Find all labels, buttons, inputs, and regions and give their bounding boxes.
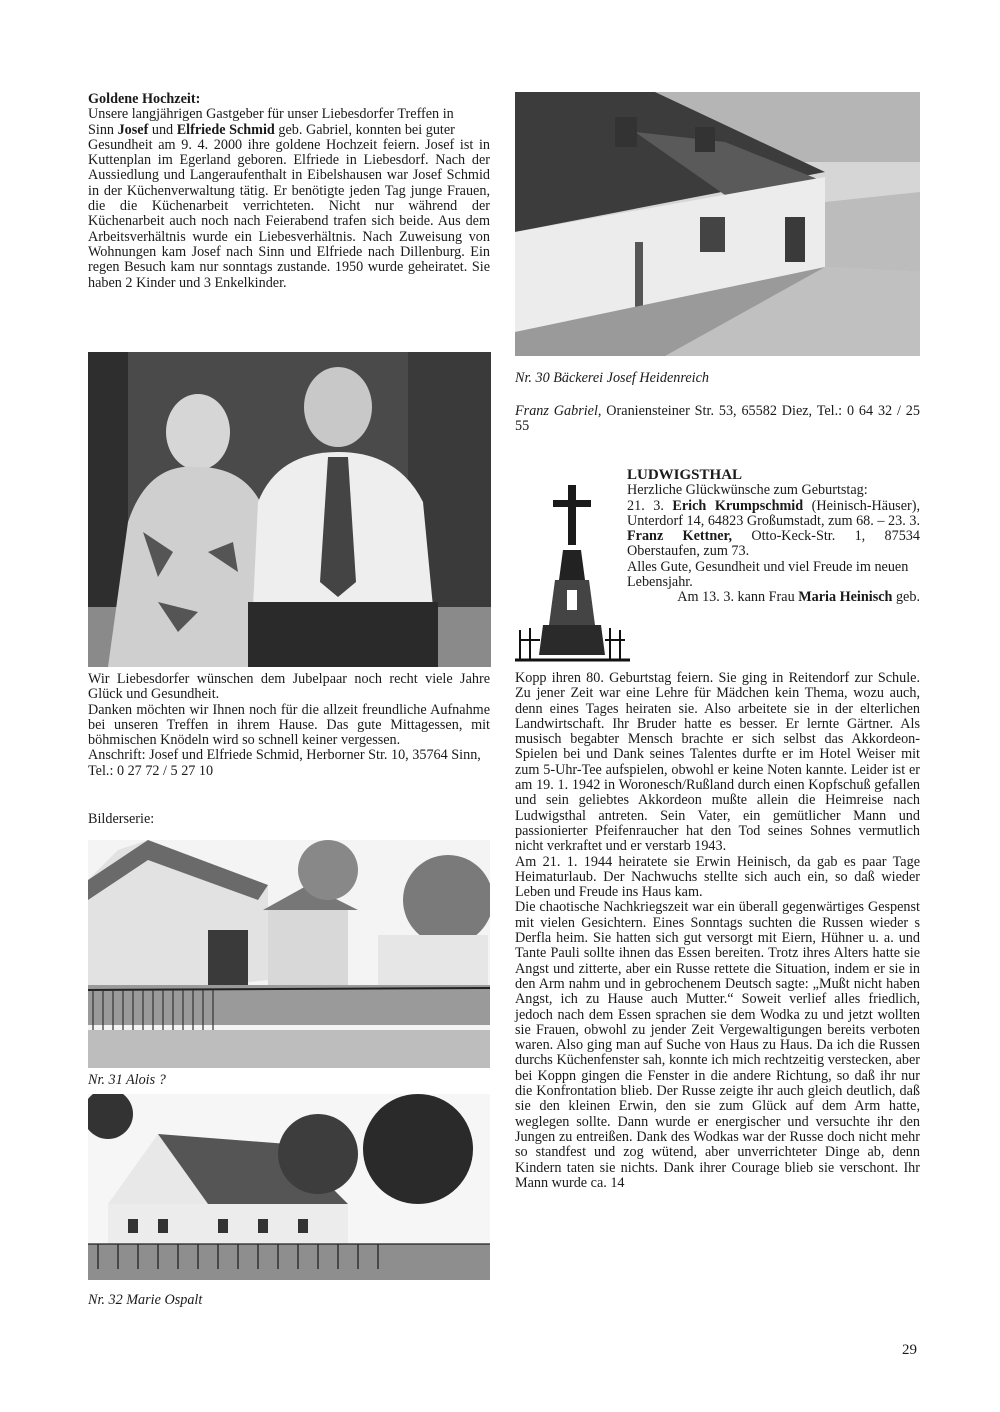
- maria-heinisch-article: [515, 671, 920, 1191]
- photo-nr30: [515, 92, 920, 356]
- text-span: geb. Gabriel, konnten bei guter: [274, 121, 455, 138]
- text-span: 21. 3.: [627, 497, 673, 514]
- photo-nr31: [88, 840, 490, 1068]
- contributor-text: [515, 404, 920, 435]
- cross-drawing: [515, 480, 630, 665]
- wishes-paragraph-2: Danken möchten wir Ihnen noch für die allzeit freundliche Aufnahme bei unseren Treffen in ihrem Hause. Das gute Mittagessen, mit böhmischen Knödeln wird so schnell keiner vergessen.: [88, 701, 490, 749]
- caption-nr30: Nr. 30 Bäckerei Josef Heidenreich: [515, 370, 709, 386]
- page-number: 29: [902, 1342, 917, 1358]
- text-span: Otto-Keck-Str. 1, 87534 Oberstaufen, zum 73.: [627, 528, 920, 560]
- photo-nr30-image: [515, 92, 920, 356]
- wishes-address: Anschrift: Josef und Elfriede Schmid, Herborner Str. 10, 35764 Sinn, Tel.: 0 27 72 / 5 27 10: [88, 747, 481, 779]
- name-josef: Josef: [117, 121, 149, 138]
- golden-wedding-line2: [88, 123, 490, 138]
- name-elfriede: Elfriede Schmid: [176, 121, 275, 138]
- golden-wedding-body: Gesundheit am 9. 4. 2000 ihre goldene Hochzeit feiern. Josef ist in Kuttenplan im Egerland geboren. Elfriede in Liebesdorf. Nach der Aussiedlung und Langeraufenthalt in Eibelshausen war Josef Schmid in der Küchenverwaltung tätig. Er benötigte jeden Tag junge Frauen, die die Küchenarbeit verrichteten. Nicht nur während der Küchenarbeit auch noch nach Feierabend trafen sich beide. Aus dem Arbeitsverhältnis wurde ein Liebesverhältnis. Nach Zuweisung von Wohnungen kam Josef nach Sinn und Elfriede nach Dillenburg. Ein regen Besuch kam nur sonntags zustande. 1950 wurde geheiratet. Sie haben 2 Kinder und 3 Enkelkinder.: [88, 136, 490, 291]
- text-span: (Heinisch-Häuser), Unterdorf 14, 64823 Großumstadt, zum 68. – 23. 3.: [627, 497, 920, 529]
- wayside-cross-illustration: [515, 480, 630, 665]
- golden-wedding-article: [88, 92, 490, 291]
- maria-paragraph-3: Die chaotische Nachkriegszeit war ein überall gegenwärtiges Gespenst mit vielen Gesichtern. Eines Sonntags suchten die Russen wieder s Derfla heim. Sie hatten sich gut versorgt mit Eiern, Hühner u. a. und Tante Pauli sollte ihnen das Essen bereiten. Trotz ihres Alters hatte sie Angst und zitterte, aber ein Russe rettete die Situation, indem er sie in den Arm nahm und in gebrochenem Deutsch sagte: „Mußt nicht haben Angst, ich zu Hause auch Mutter.“ Soweit verlief alles friedlich, jedoch nach dem Essen sprachen sie dem Wodka zu und jetzt wollten sie Frauen, obwohl zu jender Zeit Vergewaltigungen bereits verboten waren. Also ging man auf Suche von Haus zu Haus. Da ich die Russen durchs Küchenfenster sah, konnte ich mich rechtzeitig verstecken, aber bei Koppn gingen die Fenster in die andere Richtung, so daß ihr nur die Konfrontation blieb. Der Russe zeigte ihr auch gleich deutlich, daß sie den kleinen Erwin, den sie zum Glück auf dem Arm hatte, weglegen sollte. Dann wurde er energischer und versuchte ihr den Jungen zu entreißen. Dank des Wodkas war der Russe doch nicht mehr so standfest und zog wütend, aber unverrichteter Dinge ab, denn Kindern taten sie nichts. Dank ihrer Courage blieb sie verschont. Ihr Mann wurde ca. 14: [515, 899, 920, 1191]
- photo-nr31-image: [88, 840, 490, 1068]
- ludwigsthal-intro: Herzliche Glückwünsche zum Geburtstag:: [627, 482, 868, 499]
- maria-paragraph-1: Kopp ihren 80. Geburtstag feiern. Sie ging in Reitendorf zur Schule. Zu jener Zeit war eine Lehre für Mädchen kein Thema, wozu auch, denn eines Tages heiraten sie. Also arbeitete sie in der elterlichen Landwirtschaft. Ihr Bruder hatte es besser. Er lernte Gärtner. Als musisch begabter Mensch brachte er sich selbst das Akkordeon-Spielen bei und Dank seines Talentes durfte er im Hotel Weiser mit zum 5-Uhr-Tee aufspielen, obwohl er keine Noten kannte. Leider ist er am 19. 1. 1942 in Woronesch/Rußland durch einen Kopfschuß gefallen und sein geliebtes Akkordeon mußte allein die Heimreise nach Ludwigsthal antreten. Sein Vater, ein gemütlicher Mann und passionierter Pfeifenraucher hat den Tod seines Sohnes vermutlich nicht verkraftet und er verstarb 1943.: [515, 670, 920, 855]
- picture-series-label: Bilderserie:: [88, 811, 155, 827]
- name-franz-kettner: Franz Kettner,: [627, 528, 733, 545]
- text-span: Sinn: [88, 121, 118, 138]
- caption-nr32: Nr. 32 Marie Ospalt: [88, 1292, 203, 1308]
- text-span: und: [148, 121, 177, 138]
- photo-nr32-image: [88, 1094, 490, 1280]
- name-maria-heinisch: Maria Heinisch: [798, 589, 893, 606]
- ludwigsthal-header-block: [627, 468, 920, 606]
- birthday-entries: [627, 499, 920, 560]
- contributor-line: [515, 404, 920, 435]
- birthday-wish: Alles Gute, Gesundheit und viel Freude im neuen Lebensjahr.: [627, 558, 909, 591]
- ludwigsthal-title: LUDWIGSTHAL: [627, 467, 743, 483]
- maria-paragraph-2: Am 21. 1. 1944 heiratete sie Erwin Heinisch, da gab es paar Tage Heimaturlaub. Der Nachwuchs stellte sich auch ein, so daß wieder Leben und Freude ins Haus kam.: [515, 853, 920, 901]
- couple-photo: [88, 352, 491, 667]
- golden-wedding-line1: Unsere langjährigen Gastgeber für unser Liebesdorfer Treffen in: [88, 106, 454, 123]
- caption-nr31: Nr. 31 Alois ?: [88, 1072, 166, 1088]
- couple-photo-image: [88, 352, 491, 667]
- text-span: geb.: [892, 589, 920, 606]
- maria-intro: [627, 590, 920, 605]
- golden-wedding-title: Goldene Hochzeit:: [88, 91, 201, 107]
- name-erich-krumpschmid: Erich Krumpschmid: [672, 497, 804, 514]
- photo-nr32: [88, 1094, 490, 1280]
- wishes-text: [88, 672, 490, 779]
- contributor-name: Franz Gabriel: [515, 403, 598, 419]
- wishes-paragraph-1: Wir Liebesdorfer wünschen dem Jubelpaar noch recht viele Jahre Glück und Gesundheit.: [88, 671, 490, 703]
- text-span: Am 13. 3. kann Frau: [677, 589, 799, 606]
- contributor-address: , Oraniensteiner Str. 53, 65582 Diez, Tel.: 0 64 32 / 25 55: [515, 403, 920, 435]
